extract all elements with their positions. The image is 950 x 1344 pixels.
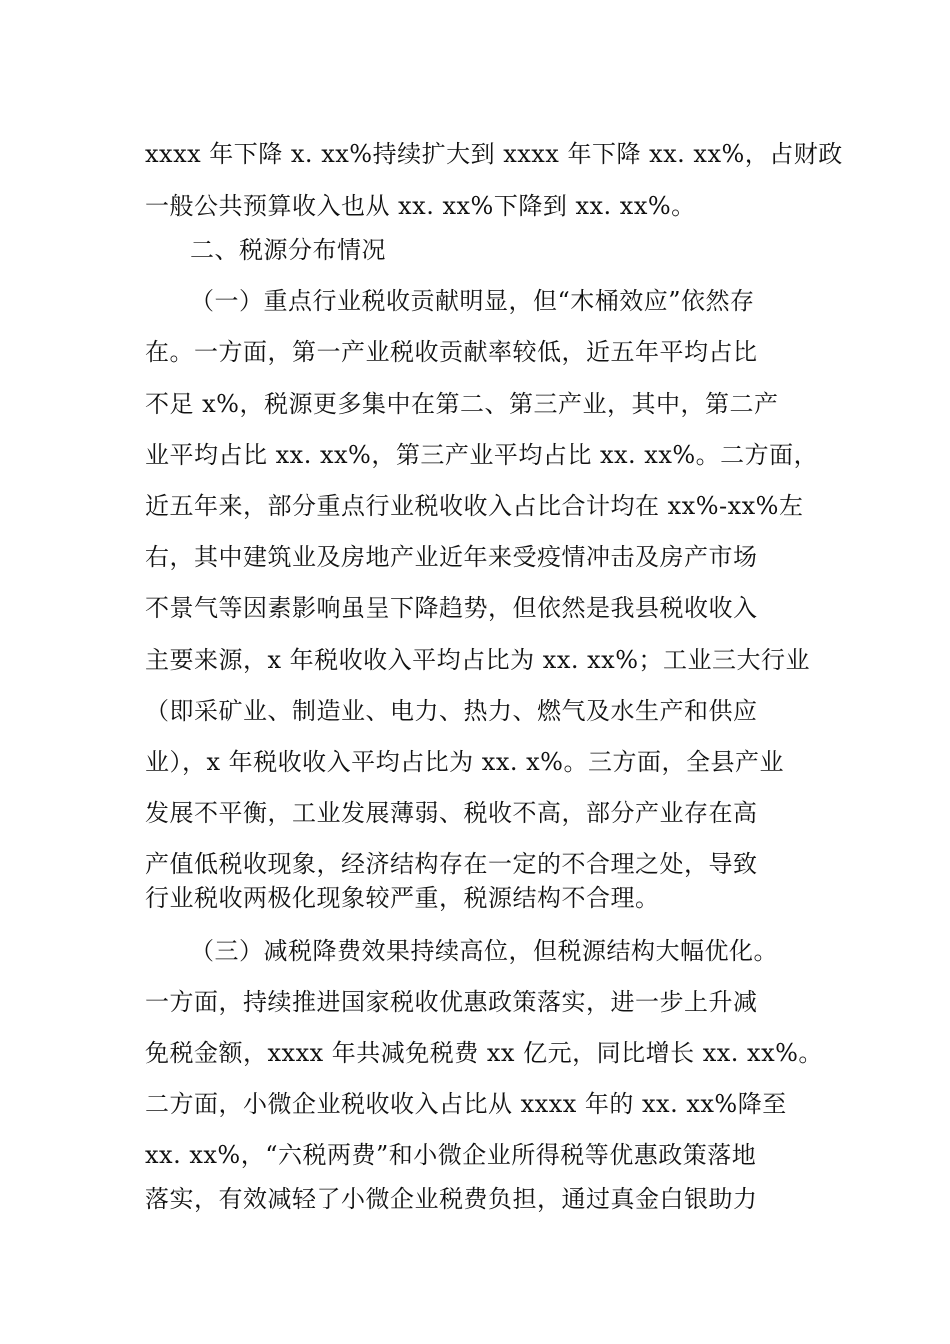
text-line: （即采矿业、制造业、电力、热力、燃气及水生产和供应 (145, 697, 758, 725)
text-line: 业平均占比 xx. xx%，第三产业平均占比 xx. xx%。二方面， (145, 441, 819, 469)
text-line: xx. xx%，“六税两费”和小微企业所得税等优惠政策落地 (145, 1141, 757, 1169)
text-line: 产值低税收现象，经济结构存在一定的不合理之处，导致 (145, 850, 758, 878)
text-line: 落实，有效减轻了小微企业税费负担，通过真金白银助力 (145, 1185, 758, 1213)
text-line: 主要来源，x 年税收收入平均占比为 xx. xx%；工业三大行业 (145, 646, 810, 674)
section-heading: 二、税源分布情况 (190, 236, 386, 264)
paragraph-first-line: （三）减税降费效果持续高位，但税源结构大幅优化。 (190, 937, 778, 965)
text-line: 业），x 年税收收入平均占比为 xx. x%。三方面，全县产业 (145, 748, 784, 776)
text-line: 免税金额，xxxx 年共减免税费 xx 亿元，同比增长 xx. xx%。 (145, 1039, 823, 1067)
text-line: xxxx 年下降 x. xx%持续扩大到 xxxx 年下降 xx. xx%，占财政 (145, 140, 843, 168)
text-line: 在。一方面，第一产业税收贡献率较低，近五年平均占比 (145, 338, 758, 366)
text-line: 不足 x%，税源更多集中在第二、第三产业，其中，第二产 (145, 390, 779, 418)
text-line: 发展不平衡，工业发展薄弱、税收不高，部分产业存在高 (145, 799, 758, 827)
text-line: 行业税收两极化现象较严重，税源结构不合理。 (145, 884, 660, 912)
text-line: 不景气等因素影响虽呈下降趋势，但依然是我县税收收入 (145, 594, 758, 622)
text-line: 一般公共预算收入也从 xx. xx%下降到 xx. xx%。 (145, 192, 696, 220)
text-line: 右，其中建筑业及房地产业近年来受疫情冲击及房产市场 (145, 543, 758, 571)
text-line: 二方面，小微企业税收收入占比从 xxxx 年的 xx. xx%降至 (145, 1090, 787, 1118)
paragraph-first-line: （一）重点行业税收贡献明显，但“木桶效应”依然存 (190, 287, 755, 315)
text-line: 近五年来，部分重点行业税收收入占比合计均在 xx%-xx%左 (145, 492, 804, 520)
text-line: 一方面，持续推进国家税收优惠政策落实，进一步上升减 (145, 988, 758, 1016)
